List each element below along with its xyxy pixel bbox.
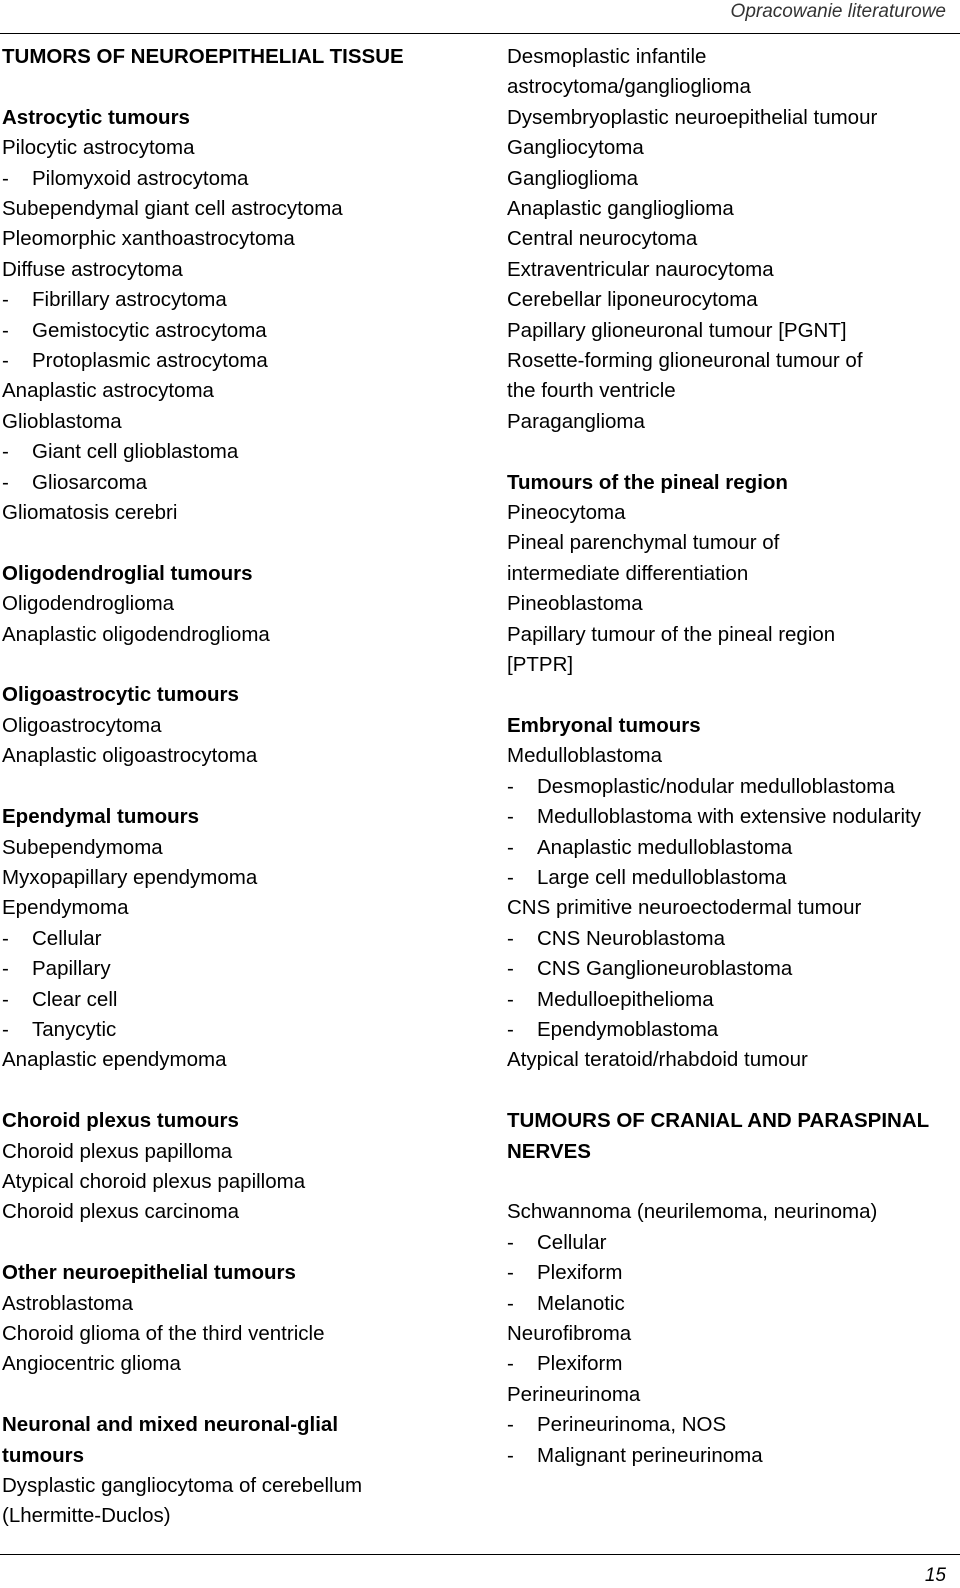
subtype-item: - Malignant perineurinoma	[507, 1441, 952, 1471]
subtype-item: - Pilomyxoid astrocytoma	[2, 164, 492, 194]
subtype-item: - Clear cell	[2, 985, 492, 1015]
tumour-item: (Lhermitte-Duclos)	[2, 1504, 171, 1528]
tumour-item: Ependymoma	[2, 896, 129, 920]
tumour-item: Schwannoma (neurilemoma, neurinoma)	[507, 1200, 878, 1224]
tumour-item: Choroid glioma of the third ventricle	[2, 1321, 325, 1345]
tumour-item: Anaplastic ganglioglioma	[507, 197, 734, 221]
tumour-item: CNS primitive neuroectodermal tumour	[507, 896, 862, 920]
tumour-item: Atypical choroid plexus papilloma	[2, 1169, 306, 1193]
tumour-item: Subependymoma	[2, 835, 163, 859]
tumour-item: Diffuse astrocytoma	[2, 257, 183, 281]
tumour-item: Oligodendroglioma	[2, 592, 175, 616]
tumour-item: Dysplastic gangliocytoma of cerebellum	[2, 1473, 363, 1497]
blank-line	[2, 1380, 492, 1410]
tumour-item: Paraganglioma	[507, 409, 645, 433]
tumour-item: Pleomorphic xanthoastrocytoma	[2, 227, 295, 251]
subtype-item: - Perineurinoma, NOS	[507, 1410, 952, 1440]
tumour-item: Papillary glioneuronal tumour [PGNT]	[507, 318, 847, 342]
right-column	[507, 42, 952, 1471]
section-heading: Other neuroepithelial tumours	[2, 1261, 296, 1285]
tumour-item: Anaplastic ependymoma	[2, 1048, 227, 1072]
blank-line	[507, 681, 952, 711]
section-heading: tumours	[2, 1443, 84, 1467]
section-heading: Tumours of the pineal region	[507, 470, 788, 494]
tumour-item: Rosette-forming glioneuronal tumour of	[507, 349, 863, 373]
tumour-item: Glioblastoma	[2, 409, 122, 433]
tumour-item: Extraventricular naurocytoma	[507, 257, 774, 281]
subtype-item: - Medulloblastoma with extensive nodularity	[507, 802, 952, 832]
blank-line	[2, 772, 492, 802]
subtype-item: - Tanycytic	[2, 1015, 492, 1045]
subtype-item: - Melanotic	[507, 1289, 952, 1319]
tumour-item: astrocytoma/ganglioglioma	[507, 75, 751, 99]
tumour-item: Central neurocytoma	[507, 227, 698, 251]
blank-line	[2, 72, 492, 102]
running-header: Opracowanie literaturowe	[730, 1, 946, 22]
section-heading: Oligoastrocytic tumours	[2, 683, 239, 707]
tumour-item: [PTPR]	[507, 653, 574, 677]
tumour-item: Anaplastic astrocytoma	[2, 379, 214, 403]
subtype-item: - Papillary	[2, 954, 492, 984]
blank-line	[507, 1167, 952, 1197]
subtype-item: - Cellular	[2, 924, 492, 954]
tumour-item: Anaplastic oligodendroglioma	[2, 622, 270, 646]
blank-line	[2, 1228, 492, 1258]
tumour-item: Atypical teratoid/rhabdoid tumour	[507, 1048, 808, 1072]
tumour-item: Medulloblastoma	[507, 744, 662, 768]
tumour-item: Papillary tumour of the pineal region	[507, 622, 836, 646]
tumour-item: Angiocentric glioma	[2, 1352, 181, 1376]
blank-line	[507, 1076, 952, 1106]
subtype-item: - Gemistocytic astrocytoma	[2, 316, 492, 346]
subtype-item: - CNS Neuroblastoma	[507, 924, 952, 954]
subtype-item: - Fibrillary astrocytoma	[2, 285, 492, 315]
tumour-item: Myxopapillary ependymoma	[2, 865, 258, 889]
tumour-item: Pineal parenchymal tumour of	[507, 531, 780, 555]
section-heading: Neuronal and mixed neuronal-glial	[2, 1413, 339, 1437]
tumour-item: Gangliocytoma	[507, 136, 644, 160]
section-heading: Astrocytic tumours	[2, 105, 190, 129]
subtype-item: - Medulloepithelioma	[507, 985, 952, 1015]
section-heading: Choroid plexus tumours	[2, 1109, 239, 1133]
subtype-item: - Giant cell glioblastoma	[2, 437, 492, 467]
blank-line	[2, 650, 492, 680]
tumour-item: Anaplastic oligoastrocytoma	[2, 744, 258, 768]
blank-line	[507, 437, 952, 467]
tumour-item: Neurofibroma	[507, 1322, 632, 1345]
subtype-item: - Ependymoblastoma	[507, 1015, 952, 1045]
tumour-item: intermediate differentiation	[507, 561, 749, 585]
subtype-item: - Cellular	[507, 1228, 952, 1258]
tumour-item: Pineoblastoma	[507, 592, 643, 616]
blank-line	[2, 528, 492, 558]
tumour-item: Choroid plexus carcinoma	[2, 1200, 240, 1224]
tumour-item: Subependymal giant cell astrocytoma	[2, 197, 343, 221]
tumour-item: the fourth ventricle	[507, 379, 676, 403]
tumour-item: Cerebellar liponeurocytoma	[507, 288, 758, 312]
tumour-item: Oligoastrocytoma	[2, 713, 162, 737]
tumour-item: Pineocytoma	[507, 501, 626, 525]
section-heading: TUMORS OF NEUROEPITHELIAL TISSUE	[2, 45, 404, 68]
header-rule	[0, 33, 960, 34]
subtype-item: - Anaplastic medulloblastoma	[507, 833, 952, 863]
tumour-item: Perineurinoma	[507, 1382, 641, 1406]
section-heading: Ependymal tumours	[2, 805, 200, 829]
subtype-item: - CNS Ganglioneuroblastoma	[507, 954, 952, 984]
tumour-item: Ganglioglioma	[507, 166, 639, 190]
tumour-item: Dysembryoplastic neuroepithelial tumour	[507, 105, 878, 129]
subtype-item: - Plexiform	[507, 1349, 952, 1379]
page-number: 15	[924, 1565, 946, 1586]
section-heading: Embryonal tumours	[507, 713, 701, 737]
left-column	[2, 42, 492, 1532]
section-heading: Oligodendroglial tumours	[2, 561, 253, 585]
subtype-item: - Plexiform	[507, 1258, 952, 1288]
blank-line	[2, 1076, 492, 1106]
subtype-item: - Gliosarcoma	[2, 468, 492, 498]
tumour-item: Astroblastoma	[2, 1291, 134, 1315]
section-heading: NERVES	[507, 1139, 591, 1163]
tumour-item: Desmoplastic infantile	[507, 45, 707, 68]
section-heading: TUMOURS OF CRANIAL AND PARASPINAL	[507, 1109, 930, 1133]
subtype-item: - Large cell medulloblastoma	[507, 863, 952, 893]
tumour-item: Choroid plexus papilloma	[2, 1139, 233, 1163]
subtype-item: - Desmoplastic/nodular medulloblastoma	[507, 772, 952, 802]
subtype-item: - Protoplasmic astrocytoma	[2, 346, 492, 376]
footer-rule	[0, 1554, 960, 1555]
tumour-item: Gliomatosis cerebri	[2, 501, 178, 525]
tumour-item: Pilocytic astrocytoma	[2, 136, 195, 160]
